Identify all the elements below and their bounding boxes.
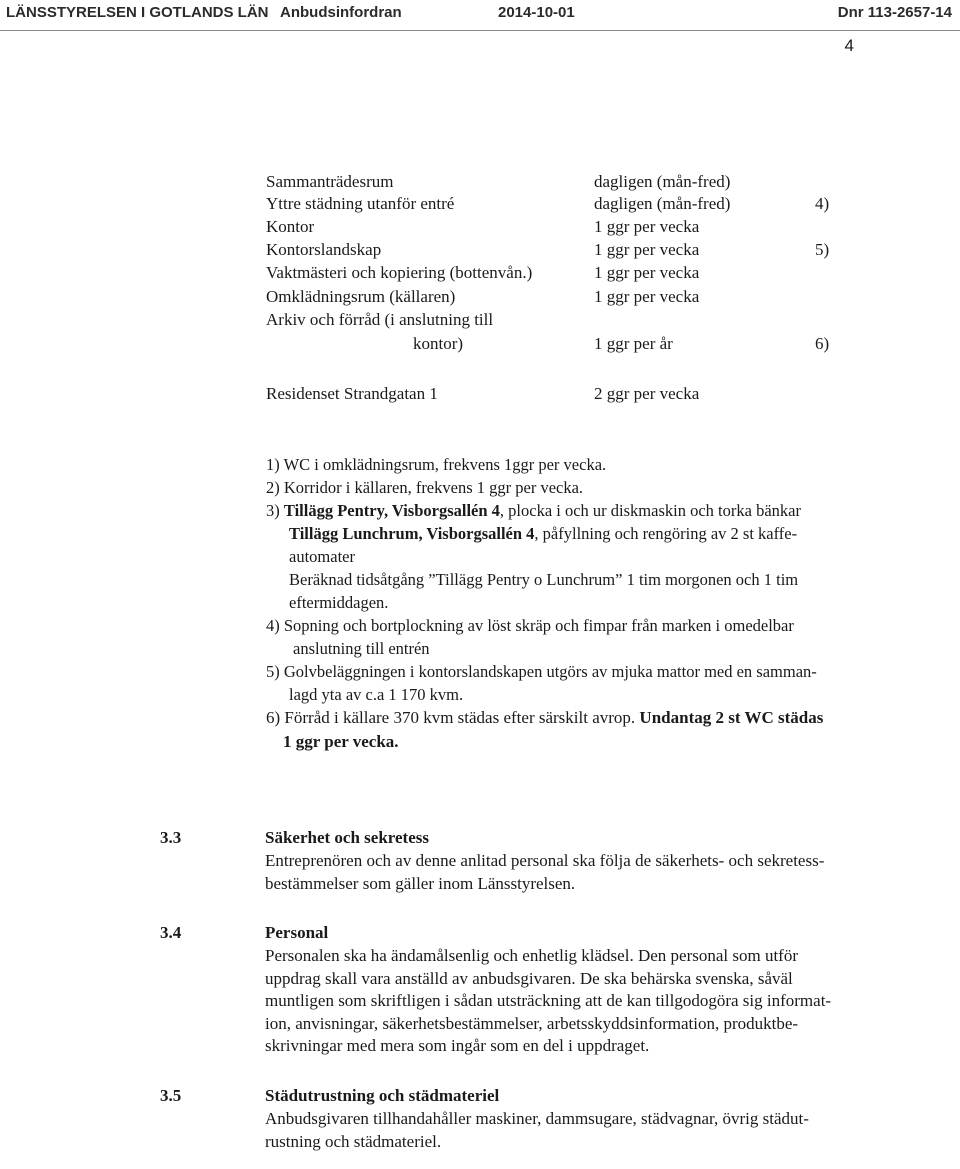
page-number: 4 [844,36,854,55]
note-1: 1) WC i omklädningsrum, frekvens 1ggr per vecka. [266,455,607,474]
schedule-area: Residenset Strandgatan 1 [266,384,438,403]
schedule-frequency: 1 ggr per vecka [594,263,700,282]
note-3-pentry-text: , plocka i och ur diskmaskin och torka bänkar [499,501,801,520]
note-6-text: 6) Förråd i källare 370 kvm städas efter särskilt avrop. [266,708,640,727]
note-6-exception-line: 1 ggr per vecka. [283,732,399,751]
section-body-line: bestämmelser som gäller inom Länsstyrelsen. [265,873,576,893]
schedule-note-ref: 4) [815,194,830,213]
schedule-area: Kontorslandskap [266,240,382,259]
section-title: Städutrustning och städmateriel [265,1086,500,1105]
schedule-area: Kontor [266,217,315,236]
section-body-line: Anbudsgivaren tillhandahåller maskiner, dammsugare, städvagnar, övrig städut- [265,1109,809,1128]
section-number: 3.3 [160,828,182,847]
header-date: 2014-10-01 [498,4,575,21]
note-3-number: 3) [266,501,284,520]
schedule-frequency: 1 ggr per vecka [594,217,700,236]
note-4: 4) Sopning och bortplockning av löst skräp och fimpar från marken i omedelbar [266,616,794,635]
schedule-note-ref: 5) [815,240,830,259]
note-3-pentry-heading: Tillägg Pentry, Visborgsallén 4 [283,501,500,520]
note-6-exception: Undantag 2 st WC städas [639,708,824,727]
note-4-line: anslutning till entrén [293,639,430,658]
schedule-area: kontor) [413,334,464,353]
schedule-frequency: dagligen (mån-fred) [594,172,731,191]
note-3-line: Beräknad tidsåtgång ”Tillägg Pentry o Lunchrum” 1 tim morgonen och 1 tim [289,570,799,589]
schedule-frequency: 1 ggr per år [594,334,673,353]
note-6 [266,707,823,729]
section-body-line: ion, anvisningar, säkerhetsbestämmelser, arbetsskyddsinformation, produktbe- [265,1013,799,1033]
schedule-frequency: dagligen (mån-fred) [594,194,731,213]
header-reference: Dnr 113-2657-14 [837,4,952,21]
note-3-line: eftermiddagen. [289,593,389,612]
section-body [265,1108,955,1153]
section-body-line: rustning och städmateriel. [265,1131,442,1151]
page-header [0,0,960,34]
header-document-type: Anbudsinfordran [280,4,402,21]
note-3-line: automater [289,547,355,566]
section-number: 3.5 [160,1086,182,1105]
schedule-area: Vaktmästeri och kopiering (bottenvån.) [266,263,533,282]
section-title: Säkerhet och sekretess [265,828,429,847]
header-divider [0,30,960,31]
header-organization: LÄNSSTYRELSEN I GOTLANDS LÄN [6,4,269,21]
section-body-line: muntligen som skriftligen i sådan utsträckning att de kan tillgodogöra sig informat- [265,991,832,1011]
schedule-area: Sammanträdesrum [266,172,394,191]
schedule-area: Yttre städning utanför entré [266,194,455,213]
note-3-lunchrum-heading: Tillägg Lunchrum, Visborgsallén 4 [289,524,535,543]
section-title: Personal [265,923,329,942]
note-2: 2) Korridor i källaren, frekvens 1 ggr per vecka. [266,478,584,497]
schedule-frequency: 2 ggr per vecka [594,384,700,403]
section-body-line: Entreprenören och av denne anlitad personal ska följa de säkerhets- och sekretess- [265,851,825,870]
section-body [265,945,955,1058]
note-5: 5) Golvbeläggningen i kontorslandskapen utgörs av mjuka mattor med en samman- [266,662,817,681]
note-3 [266,500,801,522]
note-3-lunchrum [289,523,797,545]
schedule-area: Omklädningsrum (källaren) [266,287,456,306]
schedule-note-ref: 6) [815,334,830,353]
schedule-area: Arkiv och förråd (i anslutning till [266,310,494,329]
section-body-line: skrivningar med mera som ingår som en del i uppdraget. [265,1036,650,1056]
schedule-frequency: 1 ggr per vecka [594,287,700,306]
note-5-line: lagd yta av c.a 1 170 kvm. [289,685,464,704]
schedule-frequency: 1 ggr per vecka [594,240,700,259]
section-body-line: Personalen ska ha ändamålsenlig och enhetlig klädsel. Den personal som utför [265,946,798,965]
section-body-line: uppdrag skall vara anställd av anbudsgivaren. De ska behärska svenska, såväl [265,968,793,988]
section-body [265,850,955,895]
section-number: 3.4 [160,923,182,942]
note-3-lunchrum-text: , påfyllning och rengöring av 2 st kaffe- [534,524,798,543]
